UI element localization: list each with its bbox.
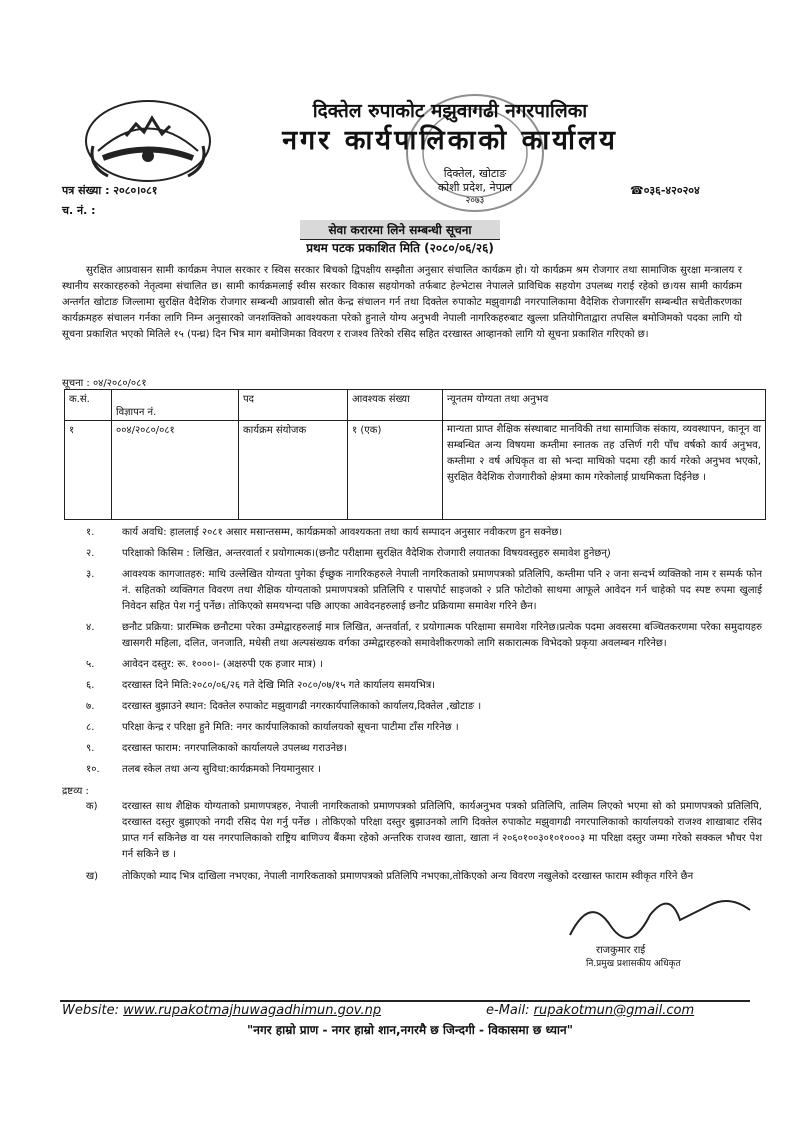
letter-number: पत्र संख्या : २०८०।०८१: [62, 184, 158, 197]
notes-heading: द्रष्टव्य :: [62, 786, 89, 797]
note-text: तोकिएको म्याद भित्र दाखिला नभएका, नेपाली नागरिकताको प्रमाणपत्रको प्रतिलिपि नभएका,तोकिएको अन्य विवरण नखुलेको दरखास्त फाराम स्वीकृत गरिने छैन: [122, 871, 694, 882]
footer-website: [62, 1003, 381, 1018]
list-item: [62, 699, 762, 715]
notice-number: सूचना : ०४/२०८०/०८१: [62, 378, 147, 389]
item-number: ३.: [86, 569, 95, 580]
item-text: आवश्यक कागजातहरु: माथि उल्लेखित योग्यता पुगेका ईच्छुक नागरिकहरुले नेपाली नागरिकताको प्रमाणपत्रको प्रतिलिपि, कम्तीमा पनि २ जना सन्दर्भ व्यक्तिको नाम र सम्पर्क फोन नं. सहितको व्यक्तिगत विवरण तथा शैक्षिक योग्यताको प्रमाणपत्रको प्रतिलिपि र पासपोर्ट साइजको २ प्रति फोटोको साथमा आफूले आवेदन गर्न चाहेको पद स्पष्ट रुपमा खुलाई निवेदन सहित पेश गर्नु पर्नेछ। तोकिएको समयभन्दा पछि आएका आवेदनहरुलाई छनौट प्रक्रियामा समावेश गरिने छैन।: [122, 569, 762, 612]
list-item: [62, 741, 762, 757]
list-item: [62, 762, 762, 778]
item-text: दरखास्त फाराम: नगरपालिकाको कार्यालयले उपलब्ध गराउनेछ।: [122, 743, 347, 754]
note-label: ख): [86, 871, 99, 882]
cell-post: कार्यक्रम संयोजक: [239, 421, 348, 520]
item-number: ९.: [86, 743, 95, 754]
org-name: दिक्तेल रुपाकोट मझुवागढी नगरपालिका: [312, 100, 588, 122]
item-text: आवेदन दस्तुर: रू. १०००।- (अक्षरुपी एक हजार मात्र) ।: [122, 659, 323, 670]
office-address: दिक्तेल, खोटाङ: [443, 167, 507, 180]
item-number: ४.: [86, 622, 95, 633]
note-text: दरखास्त साथ शैक्षिक योग्यताको प्रमाणपत्रहरु, नेपाली नागरिकताको प्रमाणपत्रको प्रतिलिपि, कार्यअनुभव पत्रको प्रतिलिपि, तालिम लिएको भएमा सो को प्रमाणपत्रको प्रतिलिपि, दरखास्त दस्तुर बुझाएको नगदी रसिद पेश गर्नु पर्नेछ । तोकिएको परिक्षा दस्तुर बुझाउनको लागि दिक्तेल रुपाकोट मझुवागढी नगरपालिकाको कार्यालयको राजश्व शाखाबाट रसिद प्राप्त गर्न सकिनेछ वा यस नगरपालिकाको राष्ट्रिय बाणिज्य बैंकमा रहेको अन्तरिक राजश्व खाता, खाता नं २०६०१००३०१०१०००३ मा परिक्षा दस्तुर जम्मा गरेको सक्कल भौचर पेश गर्न सकिने छ ।: [122, 801, 762, 860]
cell-count: १ (एक): [348, 421, 443, 520]
item-number: ८.: [86, 722, 95, 733]
list-item: [62, 678, 762, 694]
phone-number: ☎०३६-४२०२०४: [630, 184, 700, 197]
conditions-list: [62, 525, 762, 891]
nepal-emblem-logo: [78, 96, 218, 186]
dispatch-number: च. नं. :: [62, 204, 96, 217]
col-header-post: पद: [239, 390, 348, 421]
vacancy-table: [64, 389, 766, 520]
signatory-name: राजकुमार राई: [596, 945, 646, 956]
item-number: १.: [86, 527, 95, 538]
note-label: क): [86, 801, 98, 812]
item-number: ५.: [86, 659, 95, 670]
item-number: ६.: [86, 680, 95, 691]
col-header-ad-no: विज्ञापन नं.: [112, 390, 239, 421]
footer-divider: [60, 1000, 750, 1002]
item-text: परिक्षाको किसिम : लिखित, अन्तरवार्ता र प्रयोगात्मक।(छनौट परीक्षामा सुरक्षित वैदेशिक रोजगारी लयातका विषयवस्तुहरु समावेश हुनेछन्): [122, 548, 611, 559]
footer-slogan: "नगर हाम्रो प्राण - नगर हाम्रो शान,नगरमै छ जिन्दगी - विकासमा छ ध्यान": [247, 1023, 573, 1037]
website-link[interactable]: www.rupakotmajhuwagadhimun.gov.np: [123, 1003, 382, 1018]
list-item: [62, 525, 762, 541]
item-number: २.: [86, 548, 95, 559]
item-number: १०.: [86, 764, 100, 775]
item-text: परिक्षा केन्द्र र परिक्षा हुने मिति: नगर कार्यपालिकाको कार्यालयको सूचना पाटीमा टाँस गरिनेछ ।: [122, 722, 459, 733]
email-link[interactable]: rupakotmun@gmail.com: [533, 1003, 695, 1018]
list-item: [62, 567, 762, 615]
list-item: [62, 620, 762, 652]
office-province: कोशी प्रदेश, नेपाल: [437, 181, 513, 194]
published-date: प्रथम पटक प्रकाशित मिति (२०८०/०६/२६): [306, 241, 494, 255]
signatory-title: नि.प्रमुख प्रशासकीय अधिकृत: [586, 959, 681, 969]
list-item: [62, 720, 762, 736]
col-header-count: आवश्यक संख्या: [348, 390, 443, 421]
intro-paragraph: सुरक्षित आप्रवासन सामी कार्यक्रम नेपाल सरकार र स्विस सरकार बिचको द्विपक्षीय सम्झौता अनुसार संचालित कार्यक्रम हो। यो कार्यक्रम श्रम रोजगार तथा सामाजिक सुरक्षा मन्त्रालय र स्थानीय सरकारहरुको नेतृत्वमा संचालित छ। सामी कार्यक्रमलाई स्वीस सरकार विकास सहयोगको तर्फबाट हेल्भेटास नेपालले प्राविधिक सहयोग उपलब्ध गराई रहेको छ।यस सामी कार्यक्रम अन्तर्गत खोटाङ जिल्लामा सुरक्षित वैदेशिक रोजगार सम्बन्धी आप्रवासी स्रोत केन्द्र संचालन गर्न तथा दिक्तेल रुपाकोट मझुवागढी नगरपालिकामा वैदेशिक रोजगारसँग सम्बन्धीत सचेतीकरणका कार्यक्रमहरु संचालन गर्नका लागि निम्न अनुसारको जनशक्तिको आवश्यकता परेको हुनाले योग्य अनुभवी नेपाली नागरिकहरुबाट खुल्ला प्रतियोगिताद्वारा तपसिल बमोजिमको पदका लागि यो सूचना प्रकाशित भएको मितिले १५ (पन्ध्र) दिन भित्र माग बमोजिमका विवरण र राजश्व तिरेको रसिद सहित दरखास्त आव्हानको लागि यो सूचना प्रकाशित गरिएको छ।: [62, 265, 742, 340]
note-item: [62, 869, 762, 885]
cell-sn: १: [65, 421, 112, 520]
established-year: २०७३: [465, 196, 485, 206]
email-label: e-Mail:: [486, 1003, 530, 1018]
signature-mark: [560, 885, 760, 945]
item-number: ७.: [86, 701, 95, 712]
item-text: कार्य अवधि: हाललाई २०८१ असार मसान्तसम्म, कार्यक्रमको आवश्यकता तथा कार्य सम्पादन अनुसार नवीकरण हुन सक्नेछ।: [122, 527, 563, 538]
cell-ad-no: ००४/२०८०/०८१: [112, 421, 239, 520]
notice-title: सेवा करारमा लिने सम्बन्धी सूचना: [300, 220, 500, 240]
col-header-qualification: न्यूनतम योग्यता तथा अनुभव: [443, 390, 766, 421]
col-header-sn: क.सं.: [65, 390, 112, 421]
item-text: छनौट प्रक्रिया: प्रारम्भिक छनौटमा परेका उम्मेद्वारहरुलाई मात्र लिखित, अन्तर्वार्ता, र प्रयोगात्मक परिक्षामा समावेश गरिनेछ।प्रत्येक पदमा अवसरमा बञ्चितकरणमा परेका समुदायहरु खासगरी महिला, दलित, जनजाति, मधेसी तथा अल्पसंख्यक वर्गका उम्मेद्वारहरुको समावेशीकरणको लागि सकारात्मक विभेदको प्रकृया अवलम्बन गरिनेछ।: [122, 622, 762, 649]
cell-qualification: मान्यता प्राप्त शैक्षिक संस्थाबाट मानविकी तथा सामाजिक संकाय, व्यवस्थापन, कानून वा सम्बन्धित अन्य विषयमा कम्तीमा स्नातक तह उत्तिर्ण गरी पाँच वर्षको कार्य अनुभव, कम्तीमा २ वर्ष अधिकृत वा सो भन्दा माथिको पदमा रही कार्य गरेको अनुभव भएको, सुरक्षित वैदेशिक रोजगारीको क्षेत्रमा काम गरेकोलाई प्राथमिकता दिईनेछ ।: [443, 421, 766, 520]
list-item: [62, 546, 762, 562]
office-name: नगर कार्यपालिकाको कार्यालय: [282, 125, 618, 156]
item-text: तलब स्केल तथा अन्य सुविधा:कार्यक्रमको नियमानुसार ।: [122, 764, 321, 775]
website-label: Website:: [62, 1003, 119, 1018]
item-text: दरखास्त दिने मिति:२०८०/०६/२६ गते देखि मिति २०८०/०७/१५ गते कार्यालय समयभित्र।: [122, 680, 436, 691]
footer-email: [486, 1003, 694, 1018]
note-item: [62, 799, 762, 863]
table-row: [65, 421, 766, 520]
list-item: [62, 657, 762, 673]
table-header-row: [65, 390, 766, 421]
item-text: दरखास्त बुझाउने स्थान: दिक्तेल रुपाकोट मझुवागढी नगरकार्यपालिकाको कार्यालय,दिक्तेल ,खोटाङ ।: [122, 701, 482, 712]
